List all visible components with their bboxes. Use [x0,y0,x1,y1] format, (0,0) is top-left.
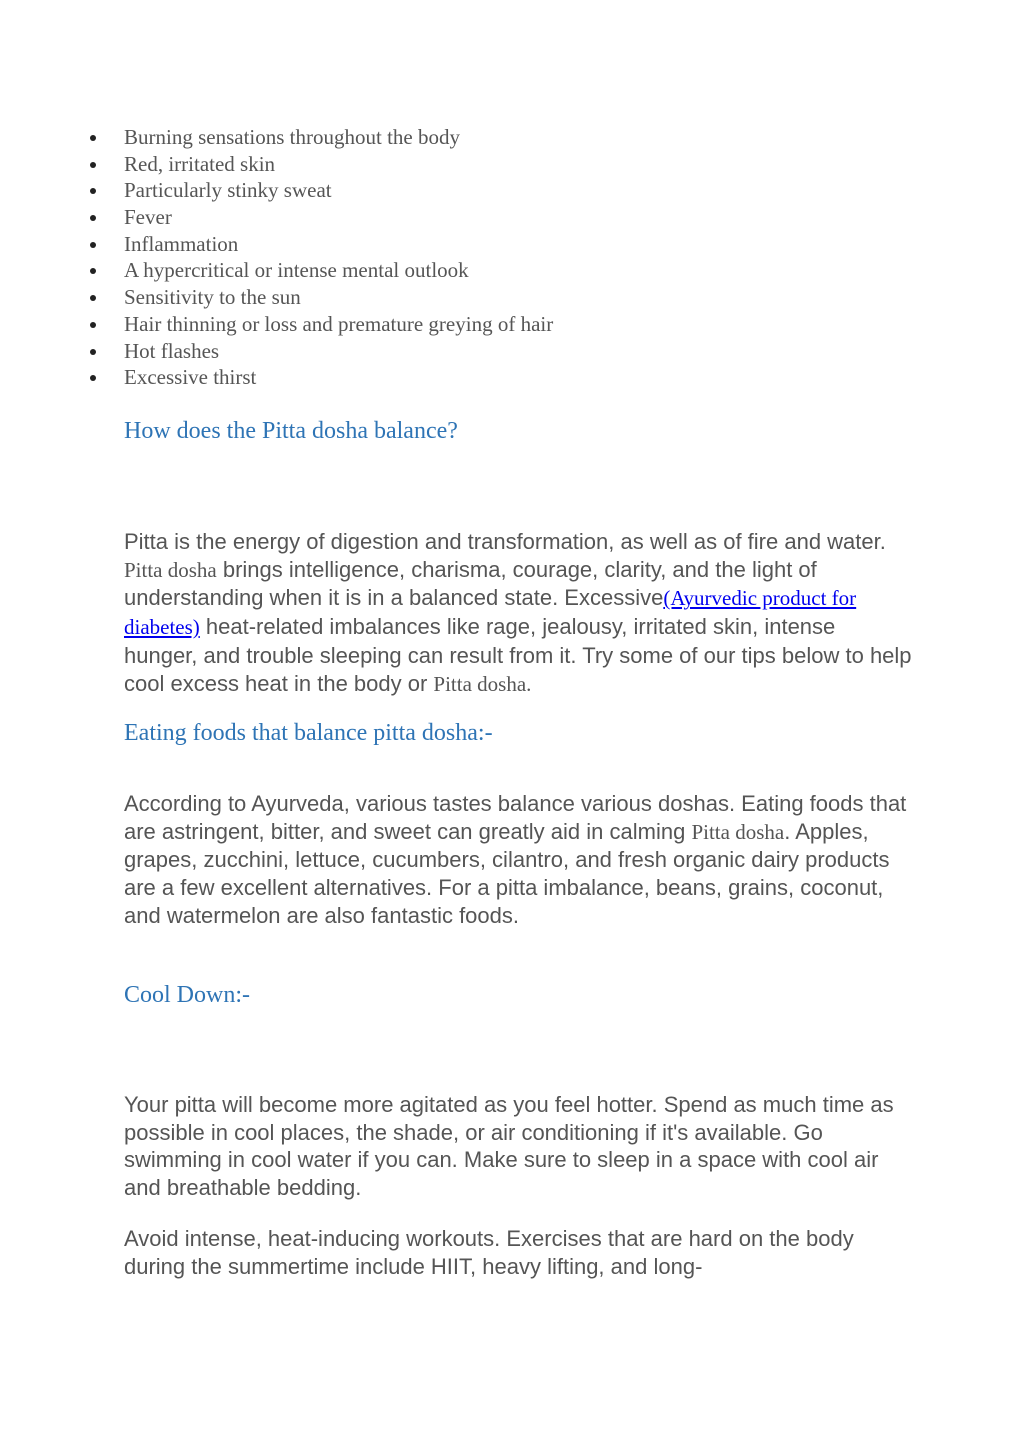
list-item: A hypercritical or intense mental outlook [86,257,553,284]
bullet-icon [90,188,96,194]
bullet-icon [90,268,96,274]
bullet-icon [90,215,96,221]
term-pitta-dosha: Pitta dosha. [433,671,532,696]
list-item: Burning sensations throughout the body [86,124,553,151]
bullet-icon [90,295,96,301]
list-item: Particularly stinky sweat [86,177,553,204]
bullet-icon [90,375,96,381]
paragraph-eating-foods: According to Ayurveda, various tastes balance various doshas. Eating foods that are astringent, bitter, and sweet can greatly aid in calming Pitta dosha. Apples, grapes, zucchini, lettuce, cucumbers, cilantro, and fresh organic dairy products are a few excellent alternatives. For a pitta imbalance, beans, grains, coconut, and watermelon are also fantastic foods. [124,791,907,928]
paragraph-cool-down: Your pitta will become more agitated as you feel hotter. Spend as much time as possible in cool places, the shade, or air conditioning if it's available. Go swimming in cool water if you can. Make sure to sleep in a space with cool air and breathable bedding. [124,1092,894,1201]
term-pitta-dosha: Pitta dosha [124,557,217,582]
bullet-icon [90,349,96,355]
paragraph-pitta-energy: Pitta is the energy of digestion and transformation, as well as of fire and water. Pitta dosha brings intelligence, charisma, courage, clarity, and the light of understanding when it is in a balanced state. Excessive(Ayurvedic product for diabetes) heat-related imbalances like rage, jealousy, irritated skin, intense hunger, and trouble sleeping can result from it. Try some of our tips below to help cool excess heat in the body or Pitta dosha. [124,529,912,696]
bullet-icon [90,135,96,141]
list-item: Hot flashes [86,338,553,365]
list-item: Inflammation [86,231,553,258]
paragraph-avoid-workouts: Avoid intense, heat-inducing workouts. Exercises that are hard on the body during the summertime include HIIT, heavy lifting, and long- [124,1226,854,1279]
ayurvedic-diabetes-link[interactable]: (Ayurvedic product for diabetes) [124,586,857,640]
list-item: Red, irritated skin [86,151,553,178]
heading-eating-foods: Eating foods that balance pitta dosha:- [124,720,493,746]
bullet-icon [90,162,96,168]
list-item: Fever [86,204,553,231]
list-item: Hair thinning or loss and premature greying of hair [86,311,553,338]
bullet-icon [90,322,96,328]
list-item: Excessive thirst [86,364,553,391]
heading-pitta-balance: How does the Pitta dosha balance? [124,418,458,444]
heading-cool-down: Cool Down:- [124,982,250,1008]
symptom-list [86,124,553,391]
term-pitta-dosha: Pitta dosha [691,819,785,844]
bullet-icon [90,242,96,248]
list-item: Sensitivity to the sun [86,284,553,311]
